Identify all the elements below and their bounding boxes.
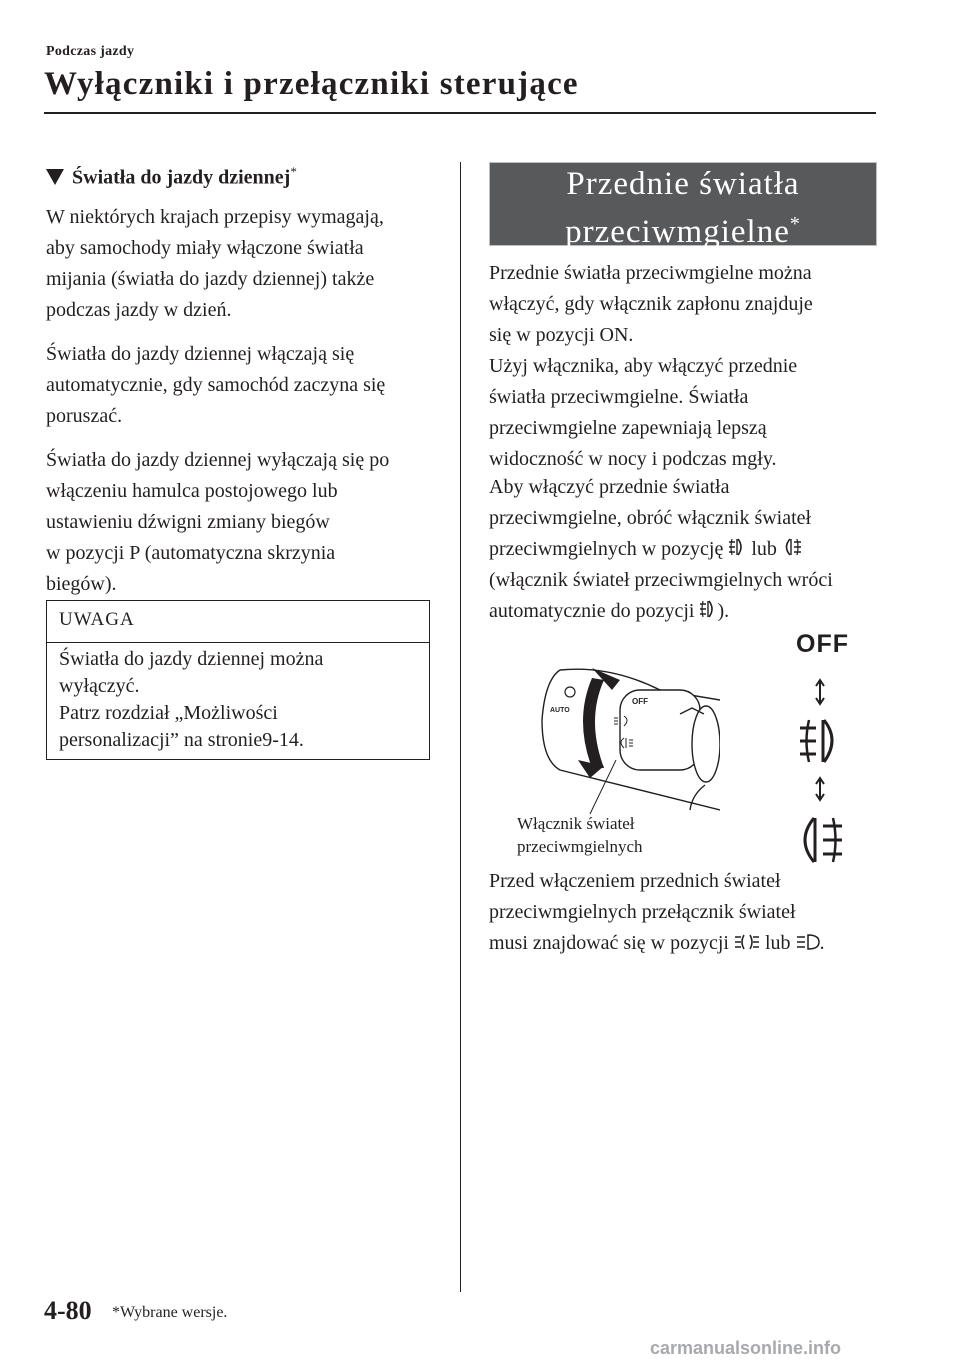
title-divider <box>44 112 876 114</box>
parking-lights-icon <box>734 932 760 952</box>
footnote: *Wybrane wersje. <box>112 1304 228 1321</box>
headlights-icon <box>796 932 820 952</box>
fog-paragraph-2: Aby włączyć przednie światła przeciwmgielne, obróć włącznik świateł przeciwmgielnych w pozycję lub (włącznik świateł przeciwmgielnych wróci automatycznie do pozycji ). <box>489 476 833 622</box>
lever-off-label: OFF <box>632 697 648 706</box>
rear-fog-light-icon <box>805 818 842 862</box>
front-fog-light-icon <box>728 536 746 558</box>
fog-switch-positions-diagram <box>790 676 850 872</box>
lever-auto-label: AUTO <box>550 707 570 714</box>
drl-paragraph-1: W niektórych krajach przepisy wymagają, aby samochody miały włączone światła mijania (światła do jazdy dziennej) także podczas jazdy w dzień. <box>46 206 384 321</box>
note-box <box>46 600 430 760</box>
fog-paragraph-3: Przed włączeniem przednich świateł przeciwmgielnych przełącznik świateł musi znajdować się w pozycji lub . <box>489 870 825 954</box>
column-divider <box>460 162 461 1292</box>
off-position-label: OFF <box>796 630 849 658</box>
section-label: Podczas jazdy <box>46 44 135 59</box>
triangle-bullet-icon <box>46 169 64 185</box>
note-body: Światła do jazdy dziennej można wyłączyć. Patrz rozdział „Możliwości personalizacji” na stronie9-14. <box>59 648 324 751</box>
optional-mark: * <box>290 164 297 179</box>
drl-paragraph-3: Światła do jazdy dziennej wyłączają się po włączeniu hamulca postojowego lub ustawieniu dźwigni zmiany biegów w pozycji P (automatyczna skrzynia biegów). <box>46 449 390 595</box>
drl-paragraph-2: Światła do jazdy dziennej włączają się automatycznie, gdy samochód zaczyna się poruszać. <box>46 343 386 427</box>
page-number: 4-80 <box>44 1296 92 1325</box>
rear-fog-light-icon <box>782 536 802 558</box>
watermark: carmanualsonline.info <box>650 1338 842 1358</box>
up-down-arrow-icon <box>816 778 824 800</box>
fog-lights-banner: Przednie światła przeciwmgielne* <box>489 162 877 246</box>
front-fog-light-icon <box>699 598 717 620</box>
drl-subheading: Światła do jazdy dziennej* <box>46 164 297 190</box>
note-heading: UWAGA <box>47 601 429 643</box>
diagram-caption: Włącznik świateł przeciwmgielnych <box>517 814 643 856</box>
up-down-arrow-icon <box>816 680 824 704</box>
front-fog-light-icon <box>800 720 832 762</box>
page-title: Wyłączniki i przełączniki sterujące <box>44 66 579 102</box>
fog-paragraph-1: Przednie światła przeciwmgielne można włączyć, gdy włącznik zapłonu znajduje się w pozycji ON. Użyj włącznika, aby włączyć przednie światła przeciwmgielne. Światła przeciwmgielne zapewniają lepszą widoczność w nocy i podczas mgły. <box>489 262 813 470</box>
light-switch-lever-illustration <box>520 660 720 820</box>
optional-mark: * <box>789 213 801 235</box>
